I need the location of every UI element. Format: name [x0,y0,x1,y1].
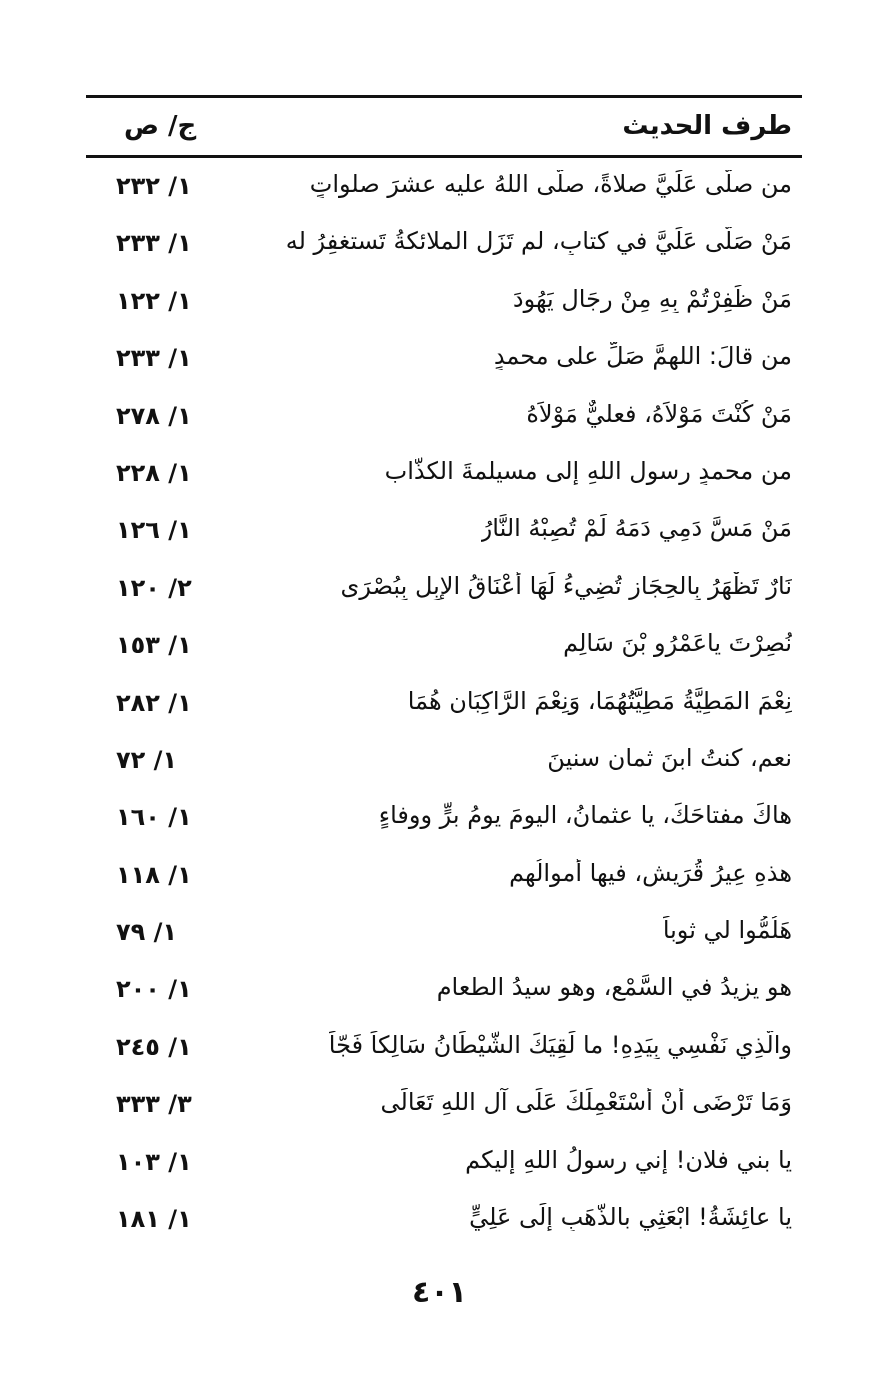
column-header-hadith: طرف الحديث [622,111,792,141]
list-item [86,791,802,848]
table-header [86,105,802,149]
hadith-text: نَارٌ تَظْهَرُ بِالحِجَازِ تُضِيءُ لَهَا أَعْنَاقُ الإِبِلِ بِبُصْرَى [340,571,792,600]
volume-page-ref: ١/ ١٦٠ [116,803,192,832]
volume-page-ref: ١/ ٢٤٥ [116,1032,192,1061]
volume-page-ref: ١/ ٢٢٨ [116,458,192,487]
hadith-text: هذهِ عِيرُ قُرَيشٍ، فيها أموالُهم [509,858,792,887]
hadith-text: مَنْ ظَفِرْتُمْ بِهِ مِنْ رِجَالِ يَهُودَ [512,284,792,313]
list-item [86,1078,802,1135]
hadith-text: والَّذِي نَفْسِي بِيَدِهِ! ما لَقِيَكَ الشَّيْطَانُ سَالِكاً فَجّاً [328,1030,792,1059]
column-header-reference: ج/ ص [124,111,197,141]
hadith-text: وَمَا تَرْضَى أَنْ أَسْتَعْمِلَكَ عَلَى آلِ اللهِ تَعَالَى [380,1088,792,1117]
hadith-text: يا بني فلان! إني رسولُ اللهِ إليكم [465,1145,792,1174]
volume-page-ref: ١/ ٢٣٣ [116,344,192,373]
volume-page-ref: ١/ ٢٠٠ [116,975,192,1004]
list-item [86,734,802,791]
list-item [86,332,802,389]
hadith-text: يا عائِشَةُ! ابْعَثِي بالذَّهَبِ إِلَى عَلِيٍّ [469,1203,792,1232]
hadith-text: نِعْمَ المَطِيَّةُ مَطِيَّتُهُمَا، وَنِعْمَ الرَّاكِبَانِ هُمَا [407,686,792,715]
hadith-text: من قالَ: اللهمَّ صَلِّ على محمدٍ [493,342,792,371]
volume-page-ref: ١/ ٧٢ [116,745,178,774]
list-item [86,906,802,963]
list-item [86,1136,802,1193]
volume-page-ref: ١/ ١٥٣ [116,631,192,660]
hadith-text: مَنْ كُنْتَ مَوْلاَهُ، فعليٌّ مَوْلاَهُ [526,399,792,428]
list-item [86,504,802,561]
hadith-text: هاكَ مفتاحَكَ، يا عثمانُ، اليومَ يومُ برٍّ ووفاءٍ [378,801,792,830]
volume-page-ref: ١/ ١٢٦ [116,516,192,545]
volume-page-ref: ٣/ ٣٣٣ [116,1090,192,1119]
volume-page-ref: ١/ ١٠٣ [116,1147,192,1176]
list-item [86,677,802,734]
hadith-text: نُصِرْتَ ياعَمْرُو بْنَ سَالِمِ [563,629,792,658]
list-item [86,390,802,447]
volume-page-ref: ٢/ ١٢٠ [116,573,192,602]
hadith-text: مَنْ مَسَّ دَمِي دَمَهُ لَمْ تُصِبْهُ النَّارُ [480,514,792,543]
list-item [86,160,802,217]
list-item [86,619,802,676]
list-item [86,562,802,619]
list-item [86,217,802,274]
list-item [86,1193,802,1250]
list-item [86,1021,802,1078]
hadith-text: مَنْ صَلَّى عَلَيَّ في كتابٍ، لم تَزَلِ الملائكةُ تَستغفِرُ له [285,227,792,256]
hadith-text: من محمدٍ رسولِ اللهِ إلى مسيلمةَ الكذَّاب [384,456,792,485]
hadith-text: هو يزيدُ في السَّمْعِ، وهو سيدُ الطعامِ [436,973,792,1002]
volume-page-ref: ١/ ٢٣٣ [116,229,192,258]
top-rule [86,95,802,98]
volume-page-ref: ١/ ١٢٢ [116,286,192,315]
list-item [86,275,802,332]
header-rule [86,155,802,158]
volume-page-ref: ١/ ١٨١ [116,1205,192,1234]
hadith-index-list [86,160,802,1250]
volume-page-ref: ١/ ١١٨ [116,860,192,889]
hadith-text: من صلَّى عَلَيَّ صلاةً، صلَّى اللهُ عليه عشرَ صلواتٍ [309,170,792,198]
page-number: ٤٠١ [412,1275,467,1310]
hadith-text: نعم، كنتُ ابنَ ثمانِ سنينَ [547,743,792,772]
volume-page-ref: ١/ ٢٣٢ [116,172,192,200]
volume-page-ref: ١/ ٧٩ [116,918,178,947]
volume-page-ref: ١/ ٢٨٢ [116,688,192,717]
list-item [86,447,802,504]
volume-page-ref: ١/ ٢٧٨ [116,401,192,430]
list-item [86,963,802,1020]
hadith-text: هَلُمُّوا لي ثوباً [662,916,792,945]
list-item [86,849,802,906]
